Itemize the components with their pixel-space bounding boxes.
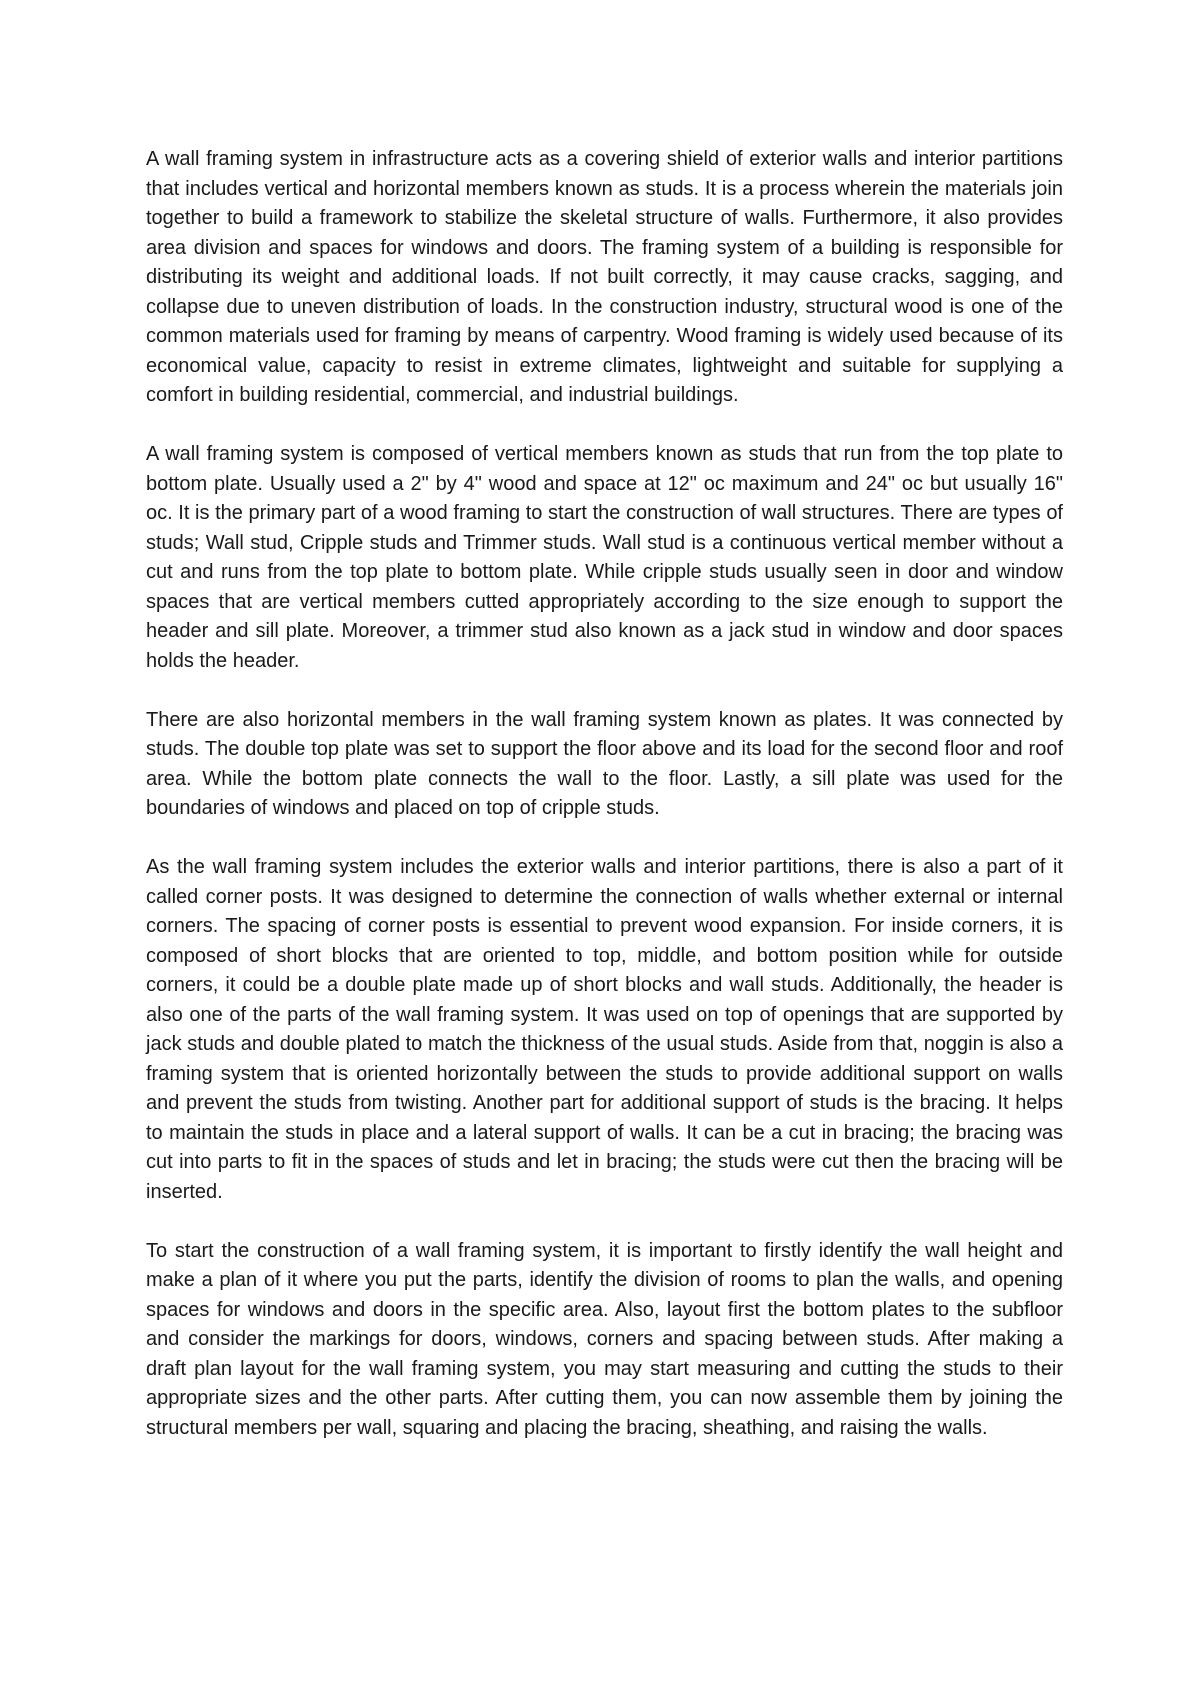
paragraph-corner-posts: As the wall framing system includes the exterior walls and interior partitions, there is also a part of it called corner posts. It was designed to determine the connection of walls whether external or internal corners. The spacing of corner posts is essential to prevent wood expansion. For inside corners, it is composed of short blocks that are oriented to top, middle, and bottom position while for outside corners, it could be a double plate made up of short blocks and wall studs. Additionally, the header is also one of the parts of the wall framing system. It was used on top of openings that are supported by jack studs and double plated to match the thickness of the usual studs. Aside from that, noggin is also a framing system that is oriented horizontally between the studs to provide additional support on walls and prevent the studs from twisting. Another part for additional support of studs is the bracing. It helps to maintain the studs in place and a lateral support of walls. It can be a cut in bracing; the bracing was cut into parts to fit in the spaces of studs and let in bracing; the studs were cut then the bracing will be inserted. <box>146 856 1063 1203</box>
paragraph-plates: There are also horizontal members in the wall framing system known as plates. It was connected by studs. The double top plate was set to support the floor above and its load for the second floor and roof area. While the bottom plate connects the wall to the floor. Lastly, a sill plate was used for the boundaries of windows and placed on top of cripple studs. <box>146 708 1063 819</box>
document-body <box>146 145 1063 1443</box>
paragraph-intro: A wall framing system in infrastructure acts as a covering shield of exterior walls and interior partitions that includes vertical and horizontal members known as studs. It is a process wherein the materials join together to build a framework to stabilize the skeletal structure of walls. Furthermore, it also provides area division and spaces for windows and doors. The framing system of a building is responsible for distributing its weight and additional loads. If not built correctly, it may cause cracks, sagging, and collapse due to uneven distribution of loads. In the construction industry, structural wood is one of the common materials used for framing by means of carpentry. Wood framing is widely used because of its economical value, capacity to resist in extreme climates, lightweight and suitable for supplying a comfort in building residential, commercial, and industrial buildings. <box>146 148 1063 406</box>
paragraph-construction-steps: To start the construction of a wall framing system, it is important to firstly identify the wall height and make a plan of it where you put the parts, identify the division of rooms to plan the walls, and opening spaces for windows and doors in the specific area. Also, layout first the bottom plates to the subfloor and consider the markings for doors, windows, corners and spacing between studs. After making a draft plan layout for the wall framing system, you may start measuring and cutting the studs to their appropriate sizes and the other parts. After cutting them, you can now assemble them by joining the structural members per wall, squaring and placing the bracing, sheathing, and raising the walls. <box>146 1239 1063 1439</box>
paragraph-studs: A wall framing system is composed of vertical members known as studs that run from the top plate to bottom plate. Usually used a 2" by 4" wood and space at 12" oc maximum and 24" oc but usually 16" oc. It is the primary part of a wood framing to start the construction of wall structures. There are types of studs; Wall stud, Cripple studs and Trimmer studs. Wall stud is a continuous vertical member without a cut and runs from the top plate to bottom plate. While cripple studs usually seen in door and window spaces that are vertical members cutted appropriately according to the size enough to support the header and sill plate. Moreover, a trimmer stud also known as a jack stud in window and door spaces holds the header. <box>146 443 1063 672</box>
